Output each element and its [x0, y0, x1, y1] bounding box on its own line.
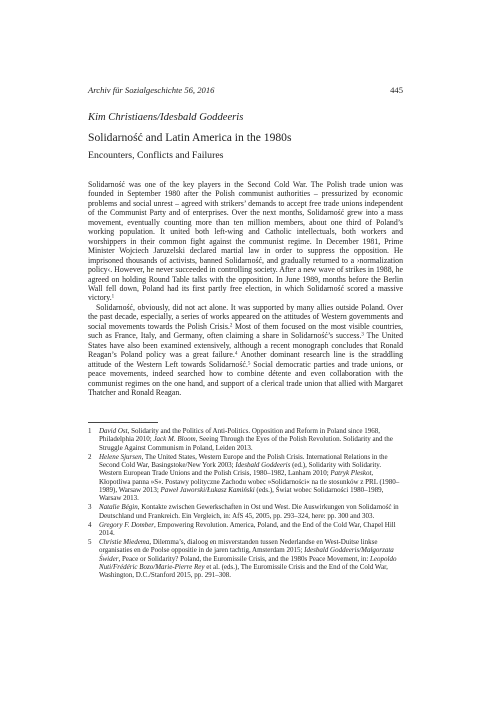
article-subtitle: Encounters, Conflicts and Failures	[88, 150, 224, 161]
footnote-text	[99, 427, 403, 452]
footnote-4	[88, 521, 403, 538]
footnote-ref-1: 1	[111, 294, 115, 300]
paragraph-2	[88, 303, 403, 398]
footnote-citation: , The United States, Western Europe and the Polish Crisis. International Relations in the Second Cold War, Basingstoke/New York 2003;	[99, 452, 388, 469]
footnote-citation: , Solidarity and the Politics of Anti-Politics. Opposition and Reform in Poland since 1968, Philadelphia 2010;	[99, 427, 380, 444]
footnote-number: 5	[88, 537, 92, 546]
paragraph-2-text-d: Another dominant research line is the straddling attitude of the Western Left towards Solidarność.	[88, 350, 403, 369]
footnote-ref-4: 4	[234, 351, 238, 357]
footnote-divider	[88, 422, 158, 423]
footnote-citation: , Dilemma’s, dialoog en misverstanden tussen Nederlandse en West-Duitse linkse organisaties en de Poolse oppositie in de jaren tachtig, Amsterdam 2015;	[99, 537, 378, 555]
footnote-1	[88, 427, 403, 452]
page-number: 445	[390, 85, 403, 95]
footnote-author: Leopoldo Nuti/Frédéric Bozo/Marie-Pierre Rey	[99, 554, 397, 571]
footnote-citation: , Seeing Through the Eyes of the Polish Revolution. Solidarity and the Struggle Against Communism in Poland, Leiden 2013.	[99, 435, 393, 452]
footnote-author: Paweł Jaworski/Łukasz Kamiński	[160, 486, 255, 494]
article-authors: Kim Christiaens/Idesbald Goddeeris	[88, 112, 244, 123]
footnote-author: Natalie Bégin	[99, 503, 138, 512]
footnote-text	[99, 503, 403, 520]
footnotes	[88, 427, 403, 580]
footnote-author: Jack M. Bloom	[153, 435, 196, 444]
footnote-5	[88, 538, 403, 580]
footnote-number: 4	[88, 520, 92, 529]
footnote-ref-5: 5	[247, 361, 251, 367]
footnote-text	[99, 538, 403, 580]
footnote-author: Idesbald Goddeeris	[235, 460, 291, 469]
footnote-text	[99, 521, 403, 538]
footnote-author: Gregory F. Domber	[99, 520, 155, 529]
footnote-citation: et al. (eds.), The Euromissile Crisis and the End of the Cold War, Washington, D.C./Stanford 2015, pp. 291–308.	[99, 562, 388, 580]
footnote-number: 3	[88, 503, 92, 512]
paragraph-2-text-b: Most of them focused on the most visible countries, such as France, Italy, and Germany, often claiming a share in Solidarność’s success.	[88, 321, 403, 341]
footnote-citation: , Empowering Revolution. America, Poland, and the End of the Cold War, Chapel Hill 2014.	[99, 520, 396, 537]
footnote-author: Christie Miedema	[99, 537, 150, 546]
footnote-ref-2: 2	[229, 323, 233, 329]
footnote-2	[88, 453, 403, 503]
paragraph-1-text: Solidarność was one of the key players in the Second Cold War. The Polish trade union was founded in September 1980 after the Polish communist authorities – pressurized by economic problems and social unrest – agreed with strikers’ demands to accept free trade unions independent of the Communist Party and of enterprises. Over the next months, Solidarność grew into a mass movement, eventually counting more than ten million members, about one third of Poland’s working population. It united both left-wing and Catholic intellectuals, both workers and worshippers in their common fight against the communist regime. In December 1981, Prime Minister Wojciech Jaruzelski declared martial law in order to suppress the opposition. He imprisoned thousands of activists, banned Solidarność, and gradually returned to a ›normalization policy‹. However, he never succeeded in controlling society. After a new wave of strikes in 1988, he agreed on holding Round Table talks with the opposition. In June 1989, months before the Berlin Wall fell down, Poland had its first partly free election, in which Solidarność scored a massive victory.	[88, 180, 403, 303]
article-body	[88, 180, 403, 397]
running-head	[88, 85, 403, 96]
paragraph-1	[88, 180, 403, 303]
footnote-citation: , Kontakte zwischen Gewerkschaften in Ost und West. Die Auswirkungen von Solidarność in Deutschland und Frankreich. Ein Vergleich, in: AfS 45, 2005, pp. 293–324, here: pp. 300 and 303.	[99, 503, 399, 520]
footnote-number: 1	[88, 427, 92, 435]
paragraph-2-text-a: Solidarność, obviously, did not act alone. It was supported by many allies outside Poland. Over the past decade, especially, a series of works appeared on the attitudes of Western governments and social movements towards the Polish Crisis.	[88, 302, 403, 331]
footnote-text	[99, 453, 403, 503]
paragraph-2-text-e: Social democratic parties and trade unions, or peace movements, indeed searched how to combine détente and even collaboration with the communist regimes on the one hand, and support of a clerical trade union that allied with Margaret Thatcher and Ronald Reagan.	[88, 359, 403, 397]
footnote-citation: (ed.), Solidarity with Solidarity. Western European Trade Unions and the Polish Crisis, 1980–1982, Lanham 2010;	[99, 460, 382, 478]
footnote-author: Patryk Pleskot	[330, 469, 372, 478]
paragraph-2-text-c: The United States have also been examined extensively, although a recent monograph concludes that Ronald Reagan’s Poland policy was a great failure.	[88, 331, 403, 360]
footnote-3	[88, 503, 403, 520]
footnote-number: 2	[88, 452, 92, 461]
footnote-author: Helene Sjursen	[99, 452, 142, 461]
footnote-citation: , Peace or Solidarity? Poland, the Euromissile Crisis, and the 1980s Peace Movement, in:	[118, 554, 371, 563]
footnote-citation: (eds.), Świat wobec Solidarności 1980–1989, Warsaw 2013.	[99, 486, 384, 503]
article-title: Solidarność and Latin America in the 1980s	[88, 131, 292, 144]
journal-title: Archiv für Sozialgeschichte 56, 2016	[88, 85, 215, 95]
footnote-author: Idesbald Goddeeris/Małgorzata Świder	[99, 546, 394, 563]
footnote-ref-3: 3	[361, 332, 364, 338]
footnote-author: David Ost	[99, 427, 128, 435]
footnote-citation: , Kłopotliwa panna »S«. Postawy polityczne Zachodu wobec »Solidarności« na tle stosunków z PRL (1980–1989), Warsaw 2013;	[99, 469, 400, 494]
